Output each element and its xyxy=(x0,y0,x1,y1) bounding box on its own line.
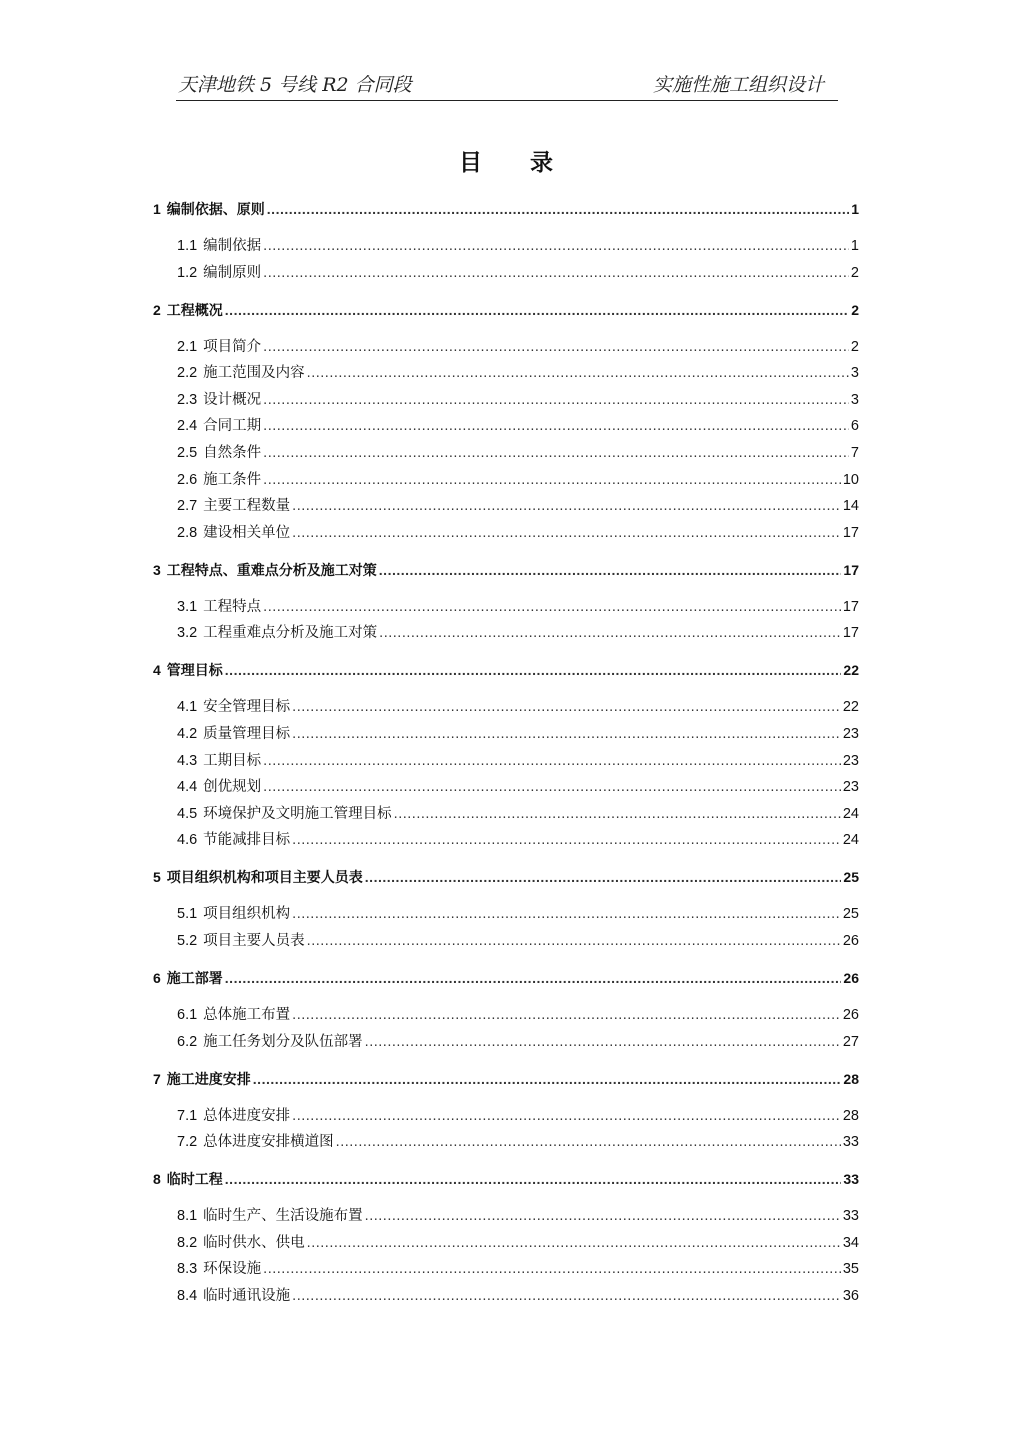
toc-entry-title: 总体施工布置 xyxy=(203,1007,291,1023)
toc-chapter-entry[interactable] xyxy=(153,1069,859,1089)
toc-entry-number: 8.2 xyxy=(177,1235,198,1251)
toc-entry-number: 5.2 xyxy=(177,933,198,949)
toc-section-entry[interactable] xyxy=(177,416,859,436)
toc-dot-leader xyxy=(292,830,841,850)
toc-chapter-entry[interactable] xyxy=(153,300,859,320)
toc-section-entry[interactable] xyxy=(177,1259,859,1279)
toc-section-entry[interactable] xyxy=(177,804,859,824)
toc-chapter-entry[interactable] xyxy=(153,560,859,580)
toc-dot-leader xyxy=(263,263,849,283)
toc-section-entry[interactable] xyxy=(177,236,859,256)
toc-dot-leader xyxy=(292,724,841,744)
toc-section-entry[interactable] xyxy=(177,597,859,617)
toc-entry-title: 合同工期 xyxy=(203,418,262,434)
toc-entry-page-number: 17 xyxy=(842,525,859,541)
toc-entry-title: 项目组织机构和项目主要人员表 xyxy=(166,870,363,886)
header-document-name: 实施性施工组织设计 xyxy=(652,74,824,96)
toc-entry-page-number: 28 xyxy=(842,1108,859,1124)
toc-entry-title: 临时工程 xyxy=(166,1172,223,1188)
toc-entry-title: 编制原则 xyxy=(203,265,262,281)
toc-entry-page-number: 33 xyxy=(843,1171,859,1187)
toc-section-entry[interactable] xyxy=(177,363,859,383)
toc-entry-page-number: 23 xyxy=(842,726,859,742)
toc-entry-page-number: 24 xyxy=(842,806,859,822)
toc-entry-page-number: 3 xyxy=(850,365,859,381)
toc-entry-title: 临时生产、生活设施布置 xyxy=(203,1208,363,1224)
toc-section-entry[interactable] xyxy=(177,496,859,516)
toc-entry-number: 4.1 xyxy=(177,699,198,715)
toc-entry-title: 工程特点 xyxy=(203,599,262,615)
toc-dot-leader xyxy=(292,697,841,717)
toc-dot-leader xyxy=(263,416,849,436)
toc-section-entry[interactable] xyxy=(177,443,859,463)
toc-entry-title: 工程概况 xyxy=(166,303,223,319)
toc-entry-page-number: 1 xyxy=(851,201,859,217)
toc-entry-page-number: 17 xyxy=(842,599,859,615)
toc-entry-number: 2 xyxy=(153,302,161,318)
toc-entry-page-number: 7 xyxy=(850,445,859,461)
toc-chapter-entry[interactable] xyxy=(153,660,859,680)
toc-dot-leader xyxy=(263,337,849,357)
toc-entry-title: 管理目标 xyxy=(166,663,223,679)
toc-entry-title: 项目主要人员表 xyxy=(203,933,305,949)
toc-entry-title: 编制依据 xyxy=(203,238,262,254)
toc-dot-leader xyxy=(263,597,841,617)
toc-entry-number: 7.1 xyxy=(177,1108,198,1124)
toc-section-entry[interactable] xyxy=(177,1106,859,1126)
toc-section-entry[interactable] xyxy=(177,523,859,543)
toc-entry-title: 环保设施 xyxy=(203,1261,262,1277)
toc-section-entry[interactable] xyxy=(177,390,859,410)
toc-section-entry[interactable] xyxy=(177,777,859,797)
toc-entry-page-number: 17 xyxy=(842,625,859,641)
toc-section-entry[interactable] xyxy=(177,337,859,357)
toc-entry-number: 8.1 xyxy=(177,1208,198,1224)
toc-section-entry[interactable] xyxy=(177,904,859,924)
toc-dot-leader xyxy=(365,1032,841,1052)
toc-entry-title: 工程特点、重难点分析及施工对策 xyxy=(166,563,377,579)
toc-entry-title: 施工范围及内容 xyxy=(203,365,305,381)
toc-entry-page-number: 2 xyxy=(850,339,859,355)
toc-entry-title: 编制依据、原则 xyxy=(166,202,265,218)
toc-dot-leader xyxy=(379,623,841,643)
toc-entry-page-number: 3 xyxy=(850,392,859,408)
toc-section-entry[interactable] xyxy=(177,697,859,717)
toc-entry-page-number: 28 xyxy=(843,1071,859,1087)
toc-section-entry[interactable] xyxy=(177,1233,859,1253)
toc-dot-leader xyxy=(225,660,842,680)
toc-entry-page-number: 2 xyxy=(851,302,859,318)
toc-dot-leader xyxy=(365,867,842,887)
toc-entry-title: 设计概况 xyxy=(203,392,262,408)
toc-dot-leader xyxy=(225,1169,842,1189)
toc-entry-title: 自然条件 xyxy=(203,445,262,461)
toc-dot-leader xyxy=(263,470,841,490)
toc-section-entry[interactable] xyxy=(177,1206,859,1226)
toc-entry-page-number: 33 xyxy=(842,1208,859,1224)
toc-section-entry[interactable] xyxy=(177,1132,859,1152)
toc-entry-number: 3.1 xyxy=(177,599,198,615)
toc-entry-page-number: 26 xyxy=(842,1007,859,1023)
toc-dot-leader xyxy=(267,199,849,219)
toc-entry-title: 施工任务划分及队伍部署 xyxy=(203,1034,363,1050)
toc-entry-number: 4.2 xyxy=(177,726,198,742)
toc-entry-number: 8 xyxy=(153,1171,161,1187)
toc-section-entry[interactable] xyxy=(177,470,859,490)
toc-section-entry[interactable] xyxy=(177,623,859,643)
toc-dot-leader xyxy=(263,443,849,463)
toc-entry-page-number: 22 xyxy=(842,699,859,715)
toc-title: 目 录 xyxy=(458,150,573,176)
toc-entry-title: 施工条件 xyxy=(203,472,262,488)
toc-entry-title: 临时通讯设施 xyxy=(203,1288,291,1304)
toc-entry-number: 7 xyxy=(153,1071,161,1087)
toc-entry-page-number: 35 xyxy=(842,1261,859,1277)
toc-section-entry[interactable] xyxy=(177,830,859,850)
toc-dot-leader xyxy=(307,931,841,951)
header-project-name: 天津地铁 5 号线 R2 合同段 xyxy=(178,74,412,96)
toc-entry-page-number: 26 xyxy=(843,970,859,986)
toc-entry-number: 1.2 xyxy=(177,265,198,281)
toc-entry-number: 4.5 xyxy=(177,806,198,822)
toc-entry-title: 施工进度安排 xyxy=(166,1072,251,1088)
toc-section-entry[interactable] xyxy=(177,1005,859,1025)
toc-section-entry[interactable] xyxy=(177,724,859,744)
toc-dot-leader xyxy=(263,777,841,797)
toc-entry-number: 3 xyxy=(153,562,161,578)
toc-entry-page-number: 34 xyxy=(842,1235,859,1251)
toc-entry-page-number: 25 xyxy=(843,869,859,885)
toc-entry-page-number: 22 xyxy=(843,662,859,678)
toc-dot-leader xyxy=(336,1132,841,1152)
toc-section-entry[interactable] xyxy=(177,751,859,771)
toc-entry-title: 建设相关单位 xyxy=(203,525,291,541)
toc-entry-page-number: 24 xyxy=(842,832,859,848)
toc-dot-leader xyxy=(263,236,849,256)
toc-dot-leader xyxy=(394,804,841,824)
toc-section-entry[interactable] xyxy=(177,931,859,951)
toc-dot-leader xyxy=(292,523,841,543)
toc-entry-number: 4.3 xyxy=(177,753,198,769)
toc-entry-title: 项目简介 xyxy=(203,339,262,355)
toc-entry-title: 工程重难点分析及施工对策 xyxy=(203,625,378,641)
toc-entry-number: 4 xyxy=(153,662,161,678)
toc-entry-page-number: 17 xyxy=(843,562,859,578)
toc-dot-leader xyxy=(292,904,841,924)
toc-entry-number: 2.2 xyxy=(177,365,198,381)
toc-entry-title: 环境保护及文明施工管理目标 xyxy=(203,806,392,822)
toc-entry-page-number: 1 xyxy=(850,238,859,254)
toc-entry-page-number: 26 xyxy=(842,933,859,949)
toc-entry-page-number: 23 xyxy=(842,753,859,769)
toc-entry-page-number: 27 xyxy=(842,1034,859,1050)
toc-entry-title: 主要工程数量 xyxy=(203,498,291,514)
toc-entry-number: 1.1 xyxy=(177,238,198,254)
toc-dot-leader xyxy=(225,968,842,988)
toc-entry-number: 2.8 xyxy=(177,525,198,541)
toc-entry-number: 2.5 xyxy=(177,445,198,461)
toc-dot-leader xyxy=(263,1259,841,1279)
toc-entry-title: 安全管理目标 xyxy=(203,699,291,715)
toc-entry-page-number: 33 xyxy=(842,1134,859,1150)
toc-entry-number: 5 xyxy=(153,869,161,885)
toc-chapter-entry[interactable] xyxy=(153,1169,859,1189)
toc-entry-number: 2.3 xyxy=(177,392,198,408)
toc-entry-page-number: 2 xyxy=(850,265,859,281)
toc-entry-number: 2.6 xyxy=(177,472,198,488)
toc-entry-number: 7.2 xyxy=(177,1134,198,1150)
toc-dot-leader xyxy=(253,1069,842,1089)
toc-entry-title: 工期目标 xyxy=(203,753,262,769)
toc-entry-number: 3.2 xyxy=(177,625,198,641)
toc-dot-leader xyxy=(365,1206,841,1226)
toc-entry-title: 创优规划 xyxy=(203,779,262,795)
toc-dot-leader xyxy=(225,300,849,320)
toc-chapter-entry[interactable] xyxy=(153,968,859,988)
toc-entry-page-number: 6 xyxy=(850,418,859,434)
toc-entry-title: 临时供水、供电 xyxy=(203,1235,305,1251)
toc-dot-leader xyxy=(292,496,841,516)
toc-entry-number: 2.7 xyxy=(177,498,198,514)
toc-entry-number: 2.1 xyxy=(177,339,198,355)
toc-entry-title: 施工部署 xyxy=(166,971,223,987)
toc-dot-leader xyxy=(307,1233,841,1253)
toc-section-entry[interactable] xyxy=(177,1286,859,1306)
toc-entry-page-number: 23 xyxy=(842,779,859,795)
toc-entry-number: 8.4 xyxy=(177,1288,198,1304)
toc-dot-leader xyxy=(379,560,842,580)
toc-dot-leader xyxy=(263,390,849,410)
toc-entry-number: 2.4 xyxy=(177,418,198,434)
toc-entry-page-number: 10 xyxy=(842,472,859,488)
toc-entry-number: 6.2 xyxy=(177,1034,198,1050)
toc-entry-title: 总体进度安排 xyxy=(203,1108,291,1124)
toc-section-entry[interactable] xyxy=(177,263,859,283)
toc-dot-leader xyxy=(292,1286,841,1306)
toc-entry-number: 8.3 xyxy=(177,1261,198,1277)
toc-entry-number: 6 xyxy=(153,970,161,986)
toc-entry-title: 质量管理目标 xyxy=(203,726,291,742)
toc-entry-title: 总体进度安排横道图 xyxy=(203,1134,334,1150)
toc-entry-number: 4.4 xyxy=(177,779,198,795)
toc-entry-page-number: 25 xyxy=(842,906,859,922)
toc-entry-number: 1 xyxy=(153,201,161,217)
toc-section-entry[interactable] xyxy=(177,1032,859,1052)
toc-entry-number: 5.1 xyxy=(177,906,198,922)
toc-entry-number: 4.6 xyxy=(177,832,198,848)
toc-dot-leader xyxy=(263,751,841,771)
toc-entry-page-number: 14 xyxy=(842,498,859,514)
toc-entry-title: 节能减排目标 xyxy=(203,832,291,848)
toc-chapter-entry[interactable] xyxy=(153,199,859,219)
toc-entry-title: 项目组织机构 xyxy=(203,906,291,922)
toc-chapter-entry[interactable] xyxy=(153,867,859,887)
toc-entry-number: 6.1 xyxy=(177,1007,198,1023)
toc-dot-leader xyxy=(307,363,849,383)
toc-dot-leader xyxy=(292,1106,841,1126)
toc-entry-page-number: 36 xyxy=(842,1288,859,1304)
toc-dot-leader xyxy=(292,1005,841,1025)
